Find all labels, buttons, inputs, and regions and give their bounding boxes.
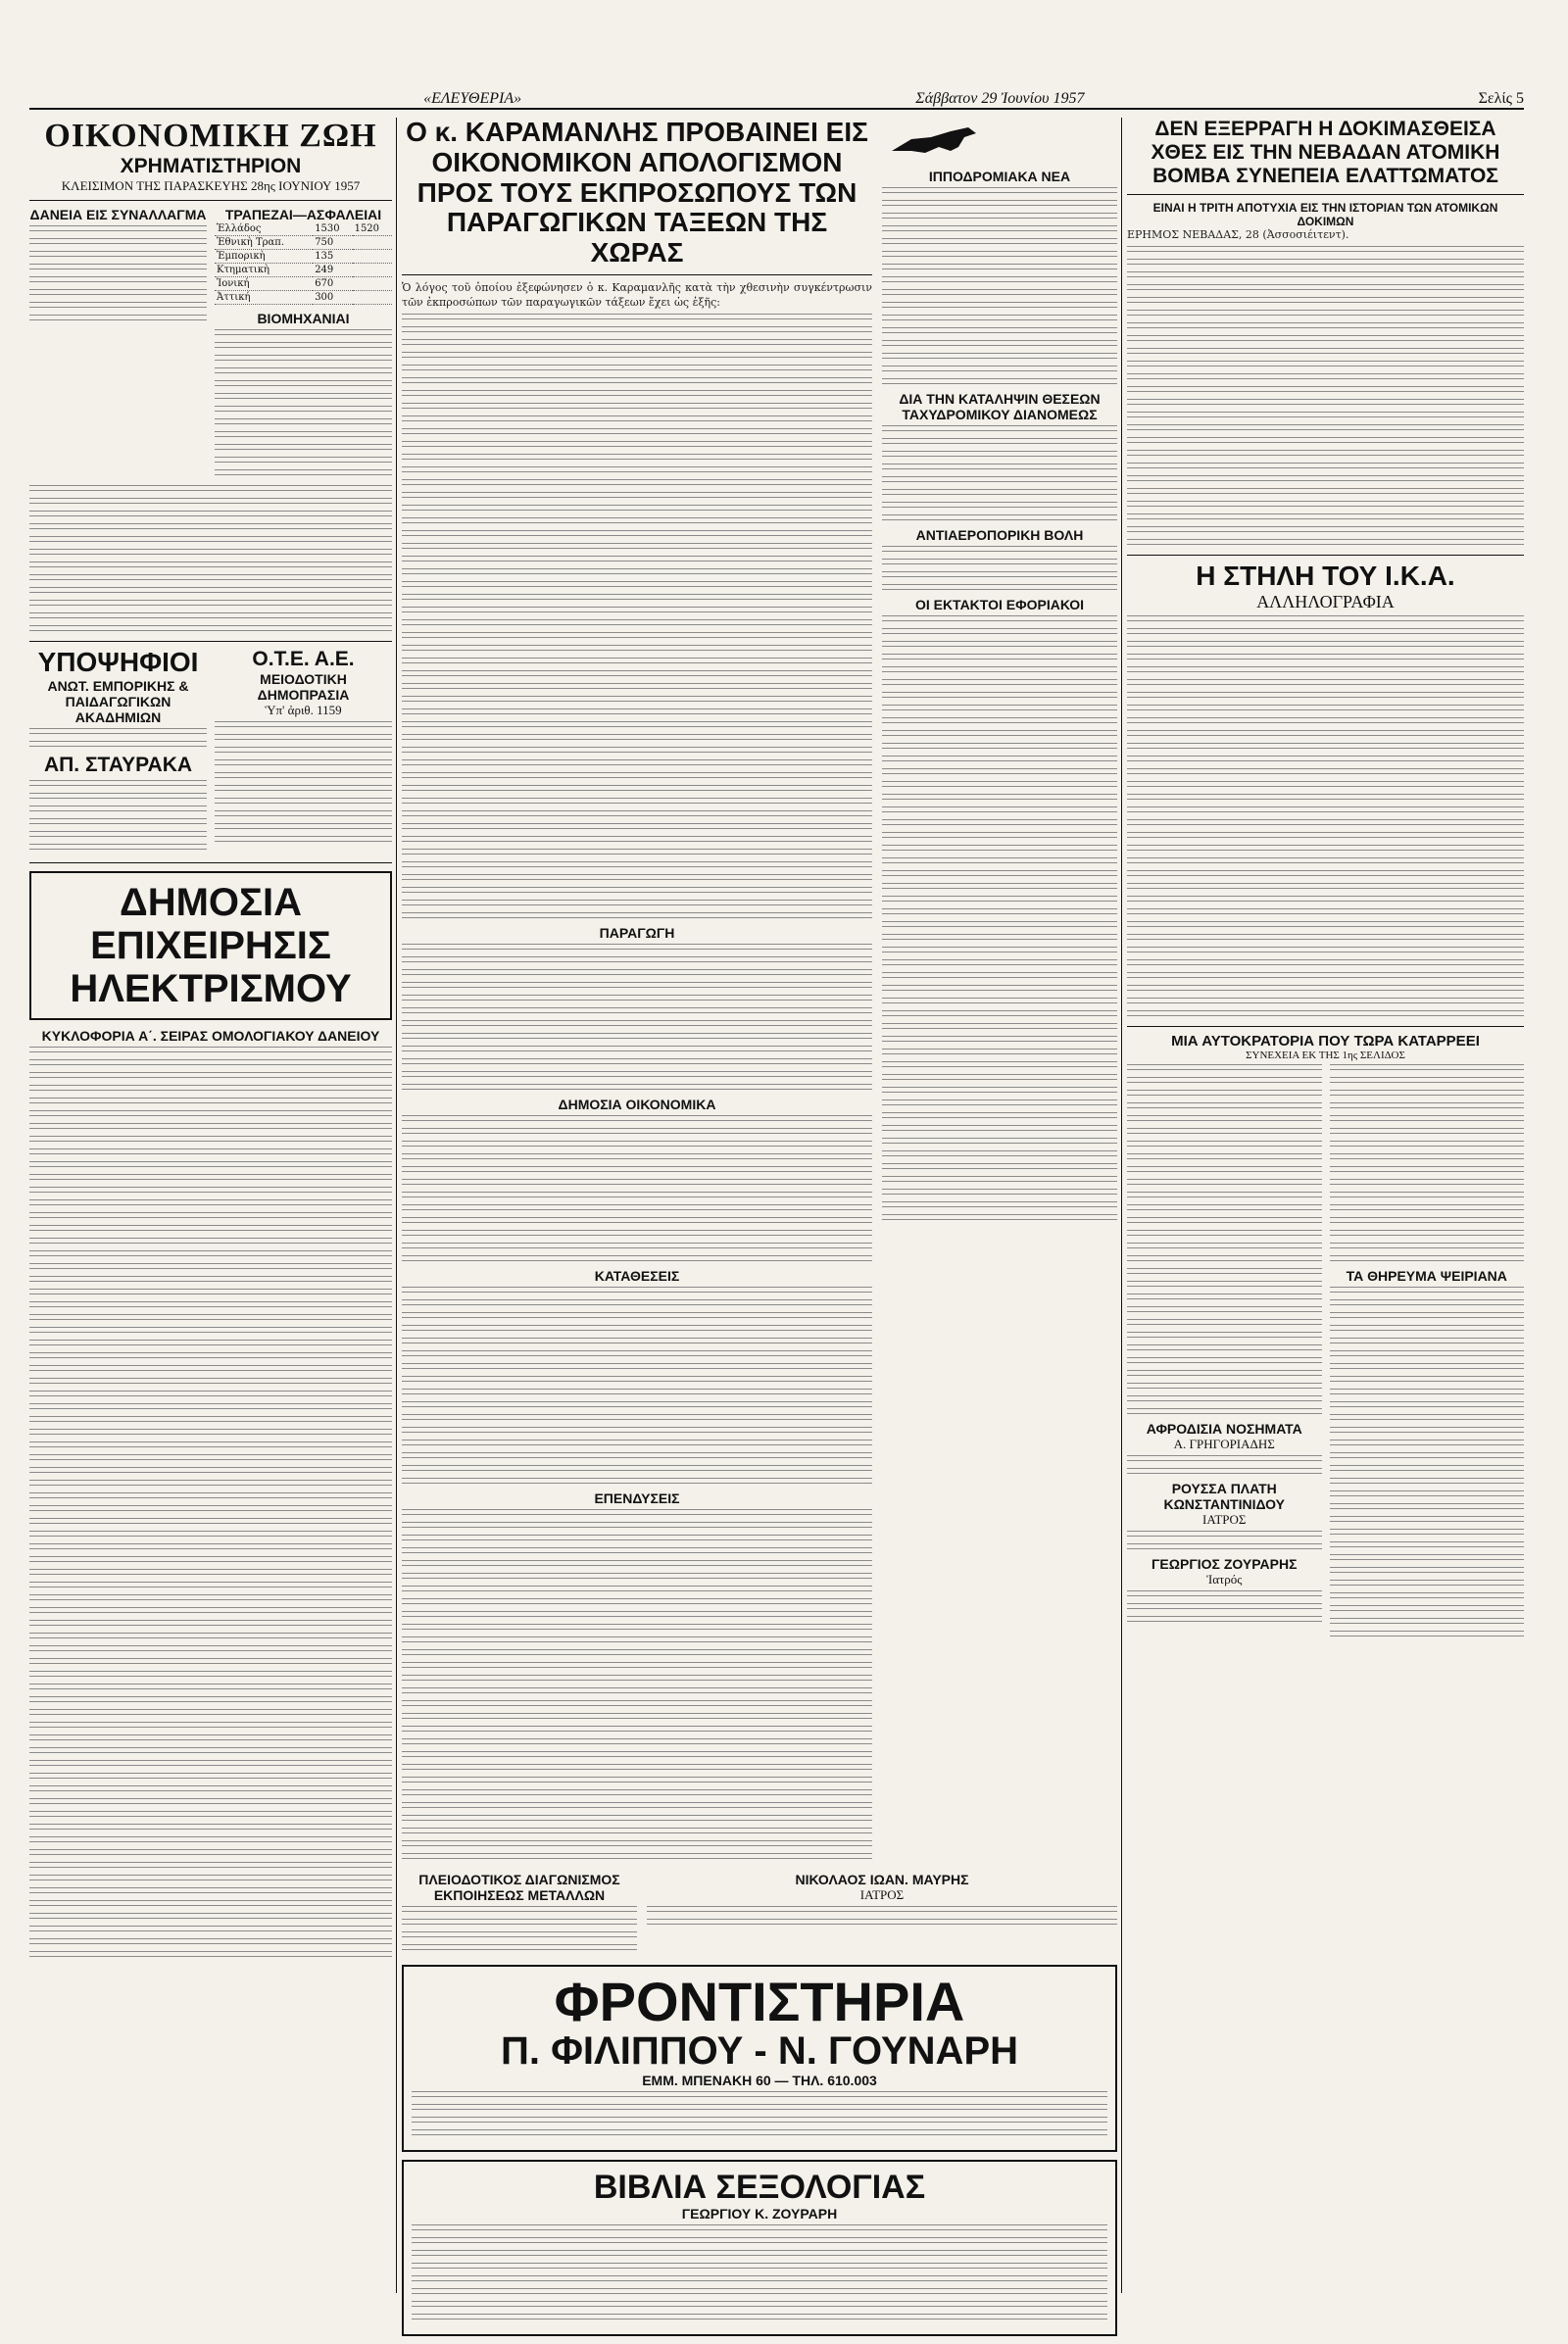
column-rule (1121, 118, 1122, 2293)
metal-auction-notice (402, 1872, 637, 1957)
column-nevada (1127, 118, 1524, 1643)
dei-title-line1: ΔΗΜΟΣΙΑ ΕΠΙΧΕΙΡΗΣΙΣ (90, 881, 331, 968)
ika-column-subtitle: ΑΛΛΗΛΟΓΡΑΦΙΑ (1256, 592, 1395, 612)
tutor-name: ΑΠ. ΣΤΑΥΡΑΚΑ (43, 753, 193, 776)
candidates-ad (29, 648, 207, 856)
midwife-name: ΡΟΥΣΣΑ ΠΛΑΤΗ ΚΩΝΣΤΑΝΤΙΝΙΔΟΥ (1163, 1481, 1286, 1513)
nevada-subhead: ΕΙΝΑΙ Η ΤΡΙΤΗ ΑΠΟΤΥΧΙΑ ΕΙΣ ΤΗΝ ΙΣΤΟΡΙΑΝ ΤΩΝ ΑΤΟΜΙΚΩΝ ΔΟΚΙΜΩΝ (1152, 201, 1498, 229)
economy-section-title: ΟΙΚΟΝΟΜΙΚΗ ΖΩΗ (44, 118, 377, 154)
tutoring-names: Π. ΦΙΛΙΠΠΟΥ - Ν. ΓΟΥΝΑΡΗ (500, 2028, 1019, 2073)
stock-exchange-note: ΚΛΕΙΣΙΜΟΝ ΤΗΣ ΠΑΡΑΣΚΕΥΗΣ 28ης ΙΟΥΝΙΟΥ 1957 (61, 178, 361, 194)
postal-notice-title: ΔΙΑ ΤΗΝ ΚΑΤΑΛΗΨΙΝ ΘΕΣΕΩΝ ΤΑΧΥΔΡΟΜΙΚΟΥ ΔΙΑΝΟΜΕΩΣ (899, 391, 1101, 422)
zourari-title: Ἰατρός (1206, 1572, 1243, 1587)
books-title: ΒΙΒΛΙΑ ΣΕΞΟΛΟΓΙΑΣ (593, 2168, 926, 2206)
table-row: Ἐθνικὴ Τραπ. 750 (215, 236, 392, 250)
ote-title: Ο.Τ.Ε. Α.Ε. (252, 648, 355, 671)
bonds-table-block (29, 207, 207, 482)
tutoring-address: ΕΜΜ. ΜΠΕΝΑΚΗ 60 — ΤΗΛ. 610.003 (642, 2072, 877, 2088)
subhead-deposits: ΚΑΤΑΘΕΣΕΙΣ (594, 1267, 680, 1284)
subhead-production: ΠΑΡΑΓΩΓΗ (599, 924, 675, 941)
tax-officers-title: ΟΙ ΕΚΤΑΚΤΟΙ ΕΦΟΡΙΑΚΟΙ (914, 597, 1085, 612)
banks-table-heading: ΤΡΑΠΕΖΑΙ—ΑΣΦΑΛΕΙΑΙ (224, 207, 382, 223)
column-karamanlis (402, 118, 1117, 2344)
bureau-subhead: ΤΑ ΘΗΡΕΥΜΑ ΨΕΙΡΙΑΝΑ (1346, 1268, 1507, 1285)
dei-bond-notice (29, 871, 392, 1020)
ote-number: Ὑπ' ἀριθ. 1159 (265, 703, 342, 718)
banks-table-block (215, 207, 392, 482)
candidates-title: ΥΠΟΨΗΦΙΟΙ (37, 647, 199, 678)
tutoring-title: ΦΡΟΝΤΙΣΤΗΡΙΑ (554, 1970, 965, 2032)
doctor-title: ΙΑΤΡΟΣ (859, 1886, 905, 1902)
column-economy (29, 118, 392, 1964)
doctor-ad (647, 1872, 1117, 1957)
ote-subtitle: ΜΕΙΟΔΟΤΙΚΗ ΔΗΜΟΠΡΑΣΙΑ (257, 671, 350, 704)
metal-auction-title: ΠΛΕΙΟΔΟΤΙΚΟΣ ΔΙΑΓΩΝΙΣΜΟΣ ΕΚΠΟΙΗΣΕΩΣ ΜΕΤΑΛΛΩΝ (418, 1871, 620, 1903)
nevada-headline: ΔΕΝ ΕΞΕΡΡΑΓΗ Η ΔΟΚΙΜΑΣΘΕΙΣΑ ΧΘΕΣ ΕΙΣ ΤΗΝ ΝΕΒΑΔΑΝ ΑΤΟΜΙΚΗ ΒΟΜΒΑ ΣΥΝΕΠΕΙΑ ΕΛΑΤΤΩΜΑΤΟΣ (1151, 118, 1500, 188)
stock-exchange-title: ΧΡΗΜΑΤΙΣΤΗΡΙΟΝ (120, 155, 302, 177)
tutoring-ad (402, 1965, 1117, 2152)
masthead (29, 69, 1524, 110)
ote-notice (215, 648, 392, 856)
nevada-dateline: ΕΡΗΜΟΣ ΝΕΒΑΔΑΣ, 28 (Ἀσσοσιέιτεντ). (1127, 228, 1349, 242)
table-row: Κτηματικὴ 249 (215, 264, 392, 277)
horse-icon (882, 122, 1000, 161)
table-row: Ἑλλάδος 1530 1520 (215, 222, 392, 236)
bonds-table-heading: ΔΑΝΕΙΑ ΕΙΣ ΣΥΝΑΛΛΑΓΜΑ (29, 207, 207, 223)
banks-table (215, 222, 392, 305)
dei-title-line2: ΗΛΕΚΤΡΙΣΜΟΥ (70, 967, 352, 1011)
midwife-title: ΙΑΤΡΟΣ (1202, 1512, 1247, 1528)
table-row: Ἰονική 670 (215, 277, 392, 291)
table-row: Ἐμπορικὴ 135 (215, 250, 392, 264)
subhead-public-finance: ΔΗΜΟΣΙΑ ΟΙΚΟΝΟΜΙΚΑ (558, 1096, 716, 1112)
horse-racing-title: ΙΠΠΟΔΡΟΜΙΑΚΑ ΝΕΑ (928, 169, 1071, 184)
clinic-title: ΑΦΡΟΔΙΣΙΑ ΝΟΣΗΜΑΤΑ (1146, 1421, 1302, 1438)
dei-subtitle: ΚΥΚΛΟΦΟΡΙΑ Α΄. ΣΕΙΡΑΣ ΟΜΟΛΟΓΙΑΚΟΥ ΔΑΝΕΙΟΥ (41, 1028, 380, 1045)
column-rule (396, 118, 397, 2293)
karamanlis-headline: Ο κ. ΚΑΡΑΜΑΝΛΗΣ ΠΡΟΒΑΙΝΕΙ ΕΙΣ ΟΙΚΟΝΟΜΙΚΟΝ ΑΠΟΛΟΓΙΣΜΟΝ ΠΡΟΣ ΤΟΥΣ ΕΚΠΡΟΣΩΠΟΥΣ ΤΩΝ ΠΑΡΑΓΩΓΙΚΩΝ ΤΑΞΕΩΝ ΤΗΣ ΧΩΡΑΣ (406, 118, 868, 269)
karamanlis-lead: Ὁ λόγος τοῦ ὁποίου ἐξεφώνησεν ὁ κ. Καραμανλῆς κατὰ τὴν χθεσινὴν συγκέντρωσιν τῶν ἐκπροσώπων τῶν παραγωγικῶν τάξεων ἔχει ὡς ἑξῆς: (402, 280, 872, 309)
doctor-name: ΝΙΚΟΛΑΟΣ ΙΩΑΝ. ΜΑΥΡΗΣ (795, 1871, 969, 1887)
paper-name: «ΕΛΕΥΘΕΡΙΑ» (423, 90, 522, 107)
issue-date: Σάββατον 29 Ἰουνίου 1957 (915, 90, 1085, 107)
ika-column-title: Η ΣΤΗΛΗ ΤΟΥ Ι.Κ.Α. (1196, 561, 1455, 592)
page-number: Σελίς 5 (1478, 90, 1524, 107)
empire-subhead: ΣΥΝΕΧΕΙΑ ΕΚ ΤΗΣ 1ης ΣΕΛΙΔΟΣ (1246, 1050, 1405, 1062)
antiair-title: ΑΝΤΙΑΕΡΟΠΟΡΙΚΗ ΒΟΛΗ (915, 527, 1084, 543)
zourari-name: ΓΕΩΡΓΙΟΣ ΖΟΥΡΑΡΗΣ (1152, 1556, 1298, 1573)
books-ad (402, 2160, 1117, 2336)
books-author: ΓΕΩΡΓΙΟΥ Κ. ΖΟΥΡΑΡΗ (681, 2206, 838, 2222)
newspaper-page (29, 69, 1524, 2293)
table-row: Ἀττική 300 (215, 291, 392, 305)
empire-headline: ΜΙΑ ΑΥΤΟΚΡΑΤΟΡΙΑ ΠΟΥ ΤΩΡΑ ΚΑΤΑΡΡΕΕΙ (1171, 1033, 1480, 1050)
clinic-name: Α. ΓΡΗΓΟΡΙΑΔΗΣ (1173, 1437, 1275, 1452)
industries-heading: ΒΙΟΜΗΧΑΝΙΑΙ (257, 311, 350, 327)
candidates-subtitle: ΑΝΩΤ. ΕΜΠΟΡΙΚΗΣ & ΠΑΙΔΑΓΩΓΙΚΩΝ ΑΚΑΔΗΜΙΩΝ (47, 677, 189, 725)
subhead-investments: ΕΠΕΝΔΥΣΕΙΣ (594, 1489, 680, 1506)
